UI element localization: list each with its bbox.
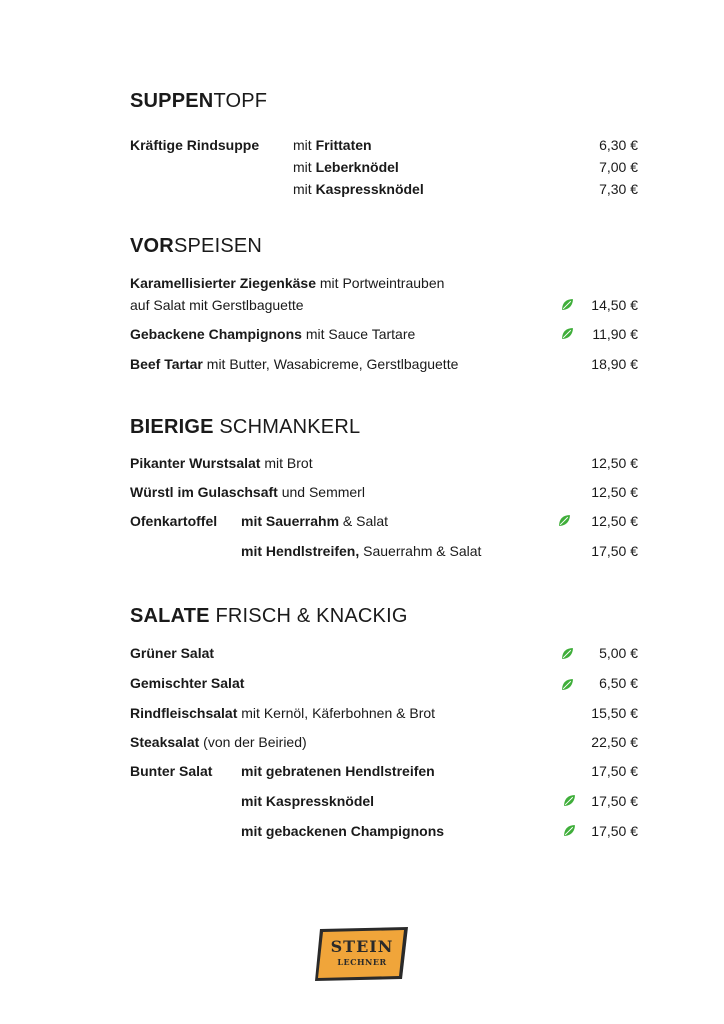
section-title-salate: SALATE FRISCH & KNACKIG [130,605,408,627]
item-price: 12,50 € [591,513,638,529]
item-price: 6,30 € [599,137,638,153]
item-price: 15,50 € [591,705,638,721]
item-variant: mit Kaspressknödel [241,793,375,809]
item-price: 5,00 € [599,645,638,661]
item-price: 18,90 € [591,356,638,372]
item-variant: mit gebratenen Hendlstreifen [241,763,435,779]
item-text: Steaksalat (von der Beiried) [130,734,307,750]
item-price: 17,50 € [591,543,638,559]
item-variant: mit Frittaten [293,137,372,153]
item-name: Kräftige Rindsuppe [130,137,260,153]
item-name: Bunter Salat [130,763,213,779]
item-price: 14,50 € [591,297,638,313]
item-text: Gebackene Champignons mit Sauce Tartare [130,326,416,342]
section-title-suppentopf: SUPPENTOPF [130,90,268,112]
item-price: 17,50 € [591,763,638,779]
item-price: 17,50 € [591,793,638,809]
stein-lechner-logo [312,925,412,983]
logo-text-lechner: LECHNER [337,957,387,967]
item-text: Würstl im Gulaschsaft und Semmerl [130,484,365,500]
item-variant: mit Leberknödel [293,159,399,175]
item-name: Grüner Salat [130,645,215,661]
item-name: Gemischter Salat [130,675,245,691]
item-price: 17,50 € [591,823,638,839]
item-price: 7,30 € [599,181,638,197]
item-text-line2: auf Salat mit Gerstlbaguette [130,297,304,313]
section-title-vorspeisen: VORSPEISEN [130,235,263,257]
item-text: Beef Tartar mit Butter, Wasabicreme, Gerstlbaguette [130,356,459,372]
item-name: Ofenkartoffel [130,513,218,529]
item-text: Rindfleischsalat mit Kernöl, Käferbohnen & Brot [130,705,436,721]
item-price: 22,50 € [591,734,638,750]
item-variant: mit Hendlstreifen, Sauerrahm & Salat [241,543,482,559]
item-price: 12,50 € [591,455,638,471]
item-text: Pikanter Wurstsalat mit Brot [130,455,313,471]
section-title-schmankerl: BIERIGE SCHMANKERL [130,416,361,438]
item-text: Karamellisierter Ziegenkäse mit Portweintrauben [130,275,445,291]
item-price: 11,90 € [592,326,638,342]
item-variant: mit Kaspressknödel [293,181,424,197]
item-variant: mit gebackenen Champignons [241,823,445,839]
item-price: 7,00 € [599,159,638,175]
logo-text-stein: STEIN [330,937,394,956]
item-price: 12,50 € [591,484,638,500]
item-price: 6,50 € [599,675,638,691]
item-variant: mit Sauerrahm & Salat [241,513,389,529]
